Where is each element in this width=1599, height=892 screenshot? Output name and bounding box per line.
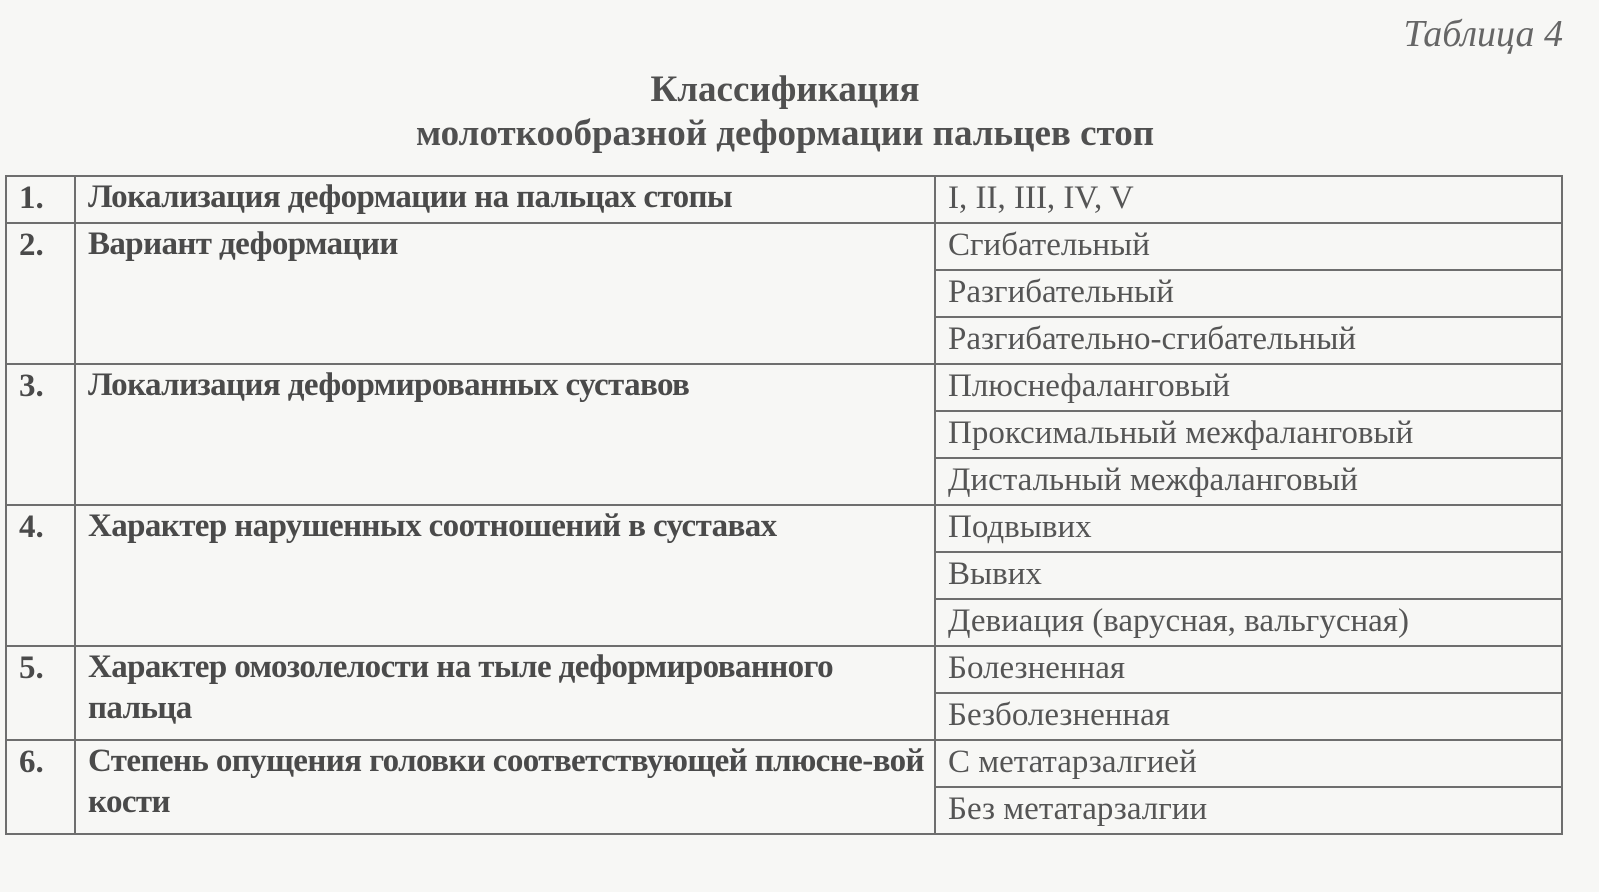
row-label-text: Степень опущения головки соответствующей плюсне-вой кости — [88, 743, 924, 820]
table-row — [6, 740, 1562, 787]
row-number: 5. — [6, 646, 75, 740]
row-label-text: Характер омозолелости на тыле деформированного пальца — [88, 649, 834, 726]
row-value: С метатарзалгией — [935, 740, 1562, 787]
row-label-text: Характер нарушенных соотношений в суставах — [88, 508, 777, 544]
table-row — [6, 646, 1562, 693]
row-value: Разгибательно-сгибательный — [935, 317, 1562, 364]
row-value: Болезненная — [935, 646, 1562, 693]
row-label — [75, 740, 935, 834]
title-line-1: Классификация — [650, 69, 920, 110]
row-value: Без метатарзалгии — [935, 787, 1562, 834]
row-value: Безболезненная — [935, 693, 1562, 740]
classification-table — [5, 175, 1563, 835]
row-value: Подвывих — [935, 505, 1562, 552]
row-label-text: Локализация деформации на пальцах стопы — [88, 179, 733, 215]
table-row — [6, 176, 1562, 223]
title-line-2: молоткообразной деформации пальцев стоп — [415, 113, 1155, 154]
row-label — [75, 646, 935, 740]
row-number: 3. — [6, 364, 75, 505]
table-row — [6, 505, 1562, 552]
row-value: Плюснефаланговый — [935, 364, 1562, 411]
row-value: Разгибательный — [935, 270, 1562, 317]
row-number: 2. — [6, 223, 75, 364]
row-value: Девиация (варусная, вальгусная) — [935, 599, 1562, 646]
row-label — [75, 364, 935, 505]
row-label — [75, 176, 935, 223]
row-number: 4. — [6, 505, 75, 646]
row-number: 6. — [6, 740, 75, 834]
row-value: Сгибательный — [935, 223, 1562, 270]
row-label — [75, 505, 935, 646]
row-number: 1. — [6, 176, 75, 223]
table-caption: Таблица 4 — [1403, 13, 1563, 55]
table-row — [6, 223, 1562, 270]
row-label-text: Локализация деформированных суставов — [88, 367, 690, 403]
table-title — [0, 68, 1570, 156]
row-value: Проксимальный межфаланговый — [935, 411, 1562, 458]
row-value: I, II, III, IV, V — [935, 176, 1562, 223]
row-value: Вывих — [935, 552, 1562, 599]
row-label — [75, 223, 935, 364]
table-row — [6, 364, 1562, 411]
row-value: Дистальный межфаланговый — [935, 458, 1562, 505]
row-label-text: Вариант деформации — [88, 226, 398, 262]
